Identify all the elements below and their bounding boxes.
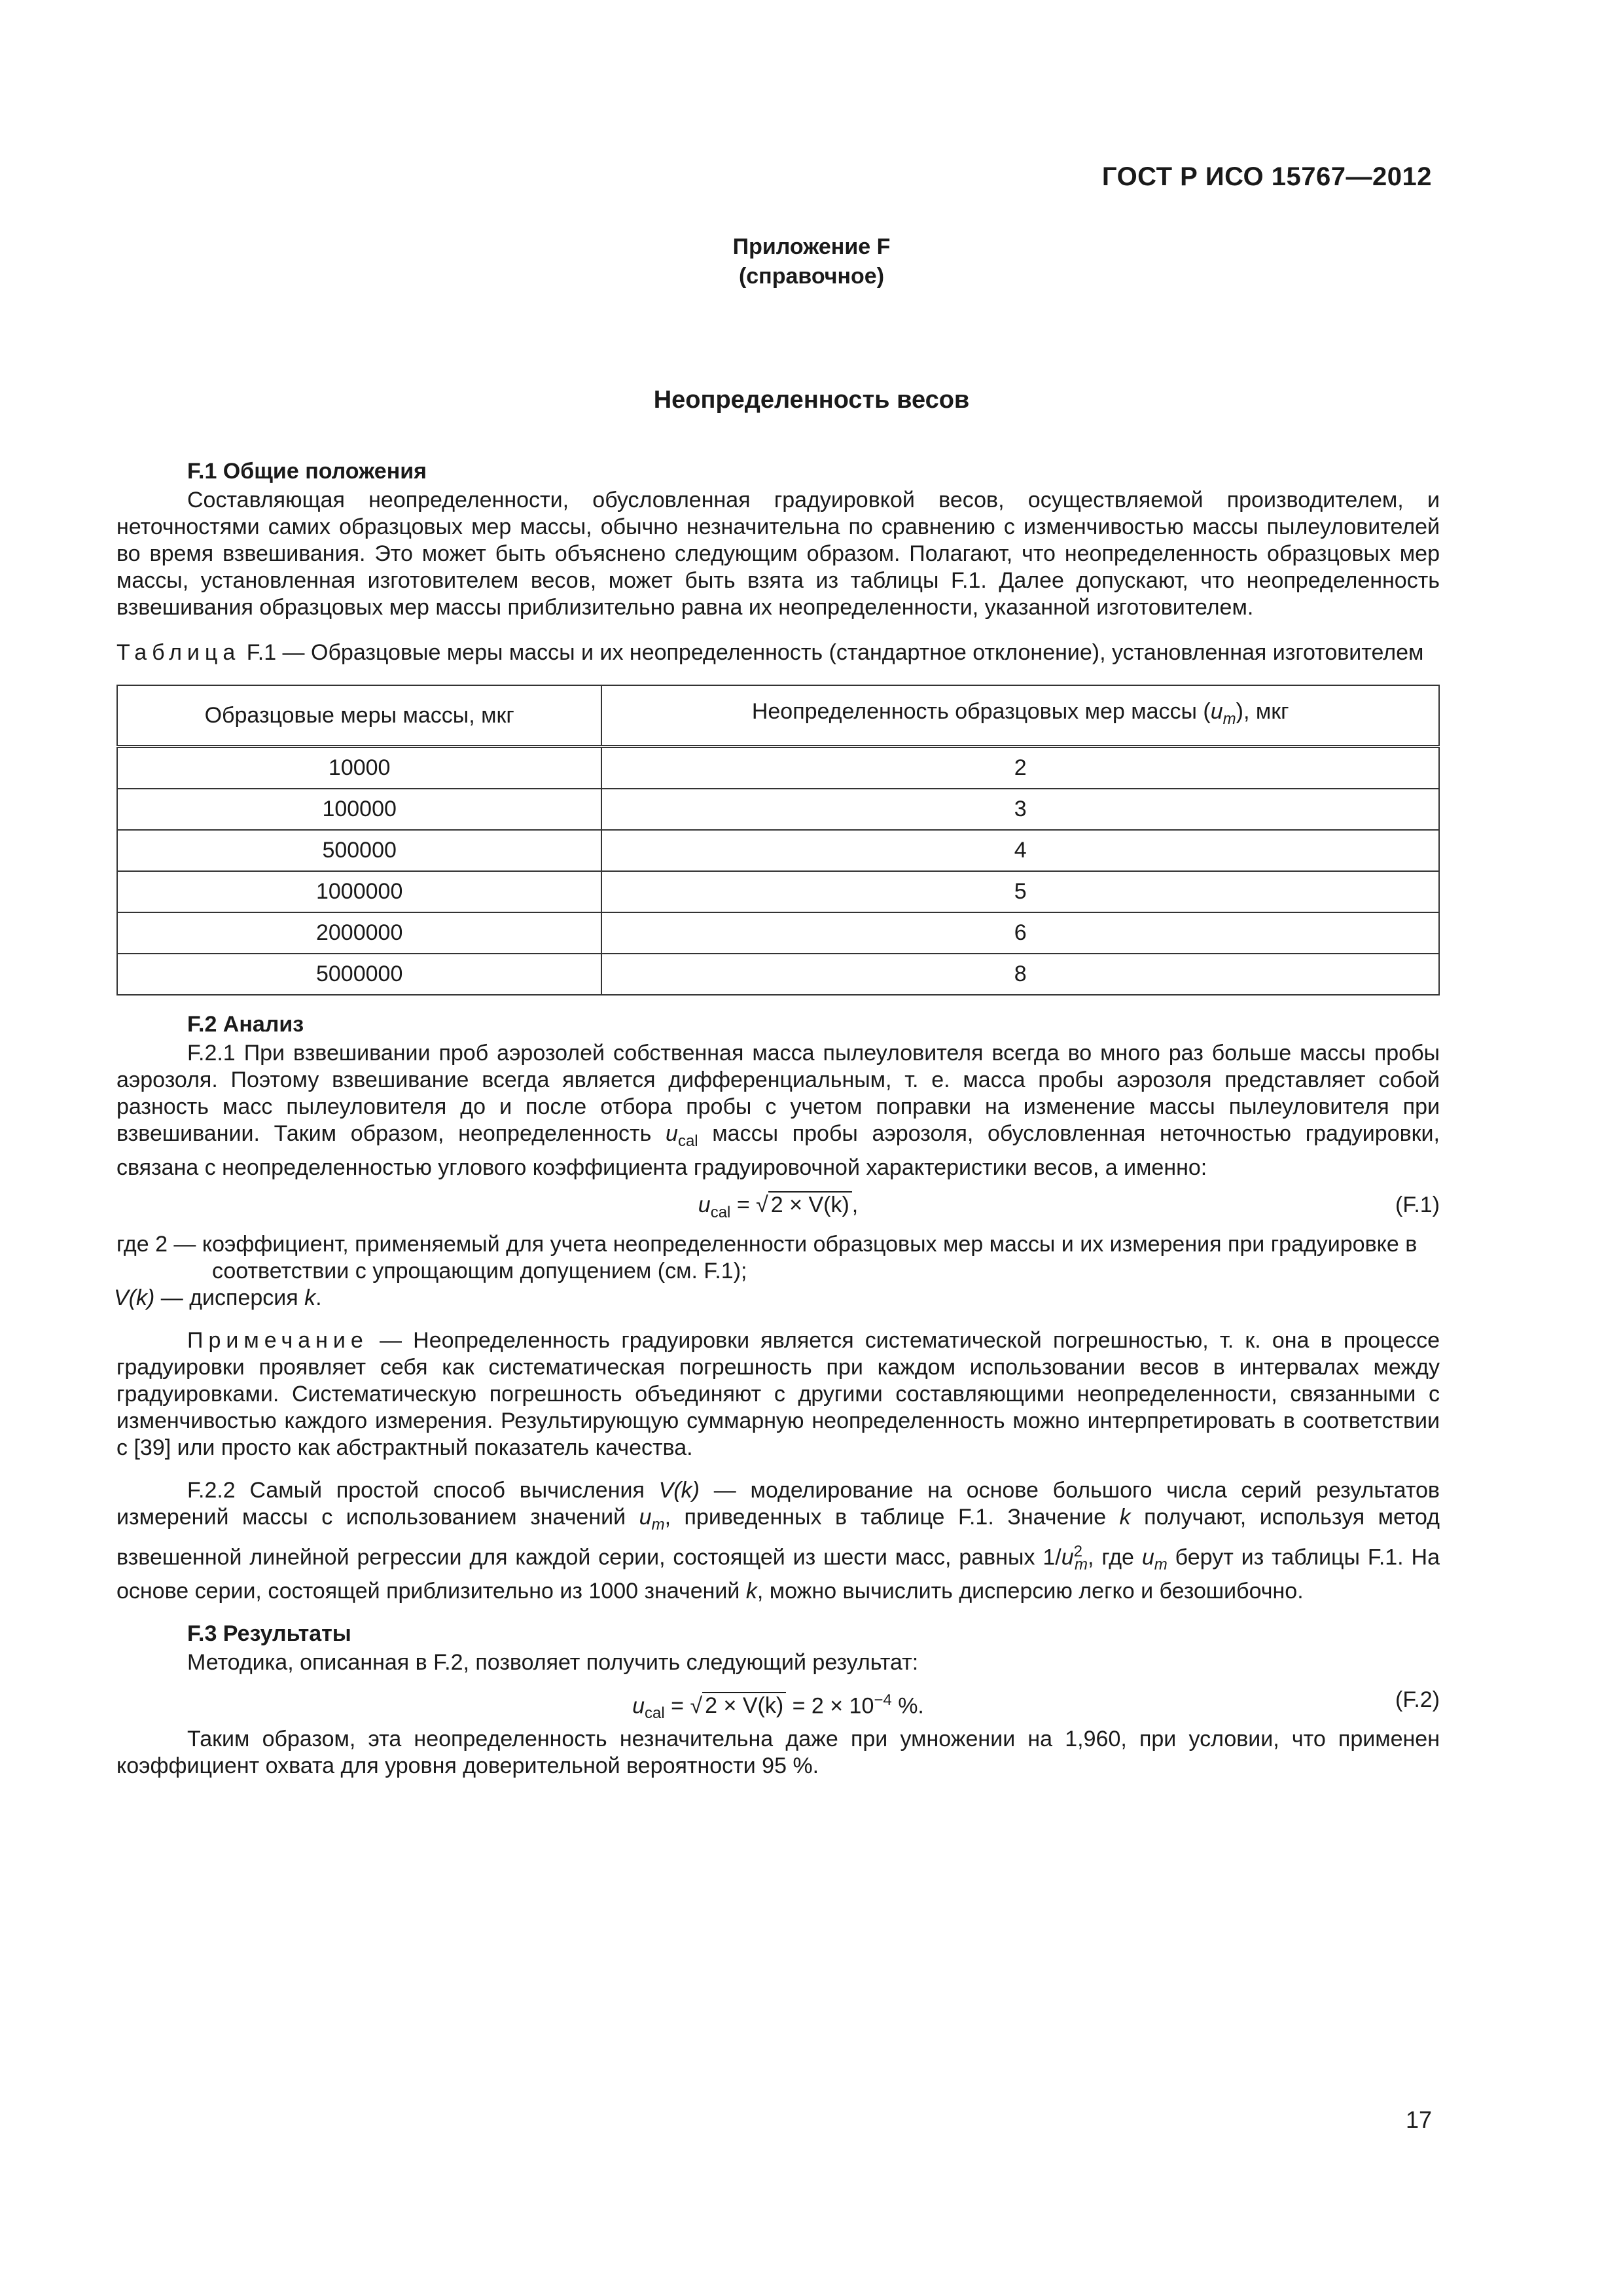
text: — дисперсия: [154, 1285, 305, 1310]
formula-f2: [116, 1680, 1440, 1721]
symbol-k: k: [304, 1285, 316, 1310]
table-row: [117, 871, 1439, 912]
where-item-2: где 2 — коэффициент, применяемый для учета неопределенности образцовых мер массы и их измерения при градуировке в соответствии с упрощающим допущением (см. F.1);: [116, 1231, 1418, 1283]
text: получают, используя метод взвешенной линейной регрессии для каждой серии, состоящей из шести масс, равных 1/: [116, 1504, 1440, 1570]
annex-subtitle: (справочное): [738, 264, 885, 289]
text: — моделирование на основе большого числа серий результатов измерений массы с использованием значений: [116, 1477, 1440, 1530]
equals-sign: =: [664, 1693, 690, 1719]
text: , приведенных в таблице F.1. Значение: [664, 1504, 1120, 1530]
section-f2-heading: F.2 Анализ: [187, 1012, 304, 1037]
formula-f1-number: (F.1): [1395, 1192, 1440, 1217]
section-f2-2-paragraph: [116, 1477, 1440, 1605]
formula-f1: [116, 1185, 1440, 1226]
table-header-row: [117, 685, 1439, 747]
document-body: [116, 458, 1440, 1780]
table-row: [117, 912, 1439, 954]
cell-uncertainty: 3: [601, 789, 1439, 830]
sqrt-radicand: 2 × V(k): [702, 1692, 786, 1718]
header-text-post: ), мкг: [1236, 699, 1289, 725]
text: берут из таблицы F.1. На основе серии, состоящей приблизительно из 1000 значений: [116, 1544, 1440, 1604]
cell-uncertainty: 2: [601, 747, 1439, 789]
cell-mass: 5000000: [117, 954, 601, 995]
page-number: 17: [1405, 2106, 1432, 2133]
text: F.2.1 При взвешивании проб аэрозолей собственная масса пылеуловителя всегда во много раз больше массы пробы аэрозоля. Поэтому взвешивание всегда является дифференциальным, т. е. масса пробы аэрозоля представляет собой разность масс пылеуловителя до и после отбора пробы с учетом поправки на изменение массы пылеуловителя при взвешивании. Таким образом, неопределенность: [116, 1041, 1440, 1146]
text: .: [315, 1285, 322, 1310]
document-code: ГОСТ Р ИСО 15767—2012: [1101, 162, 1432, 191]
sqrt-radicand: 2 × V(k): [768, 1191, 852, 1217]
formula-rhs: = 2 × 10: [786, 1693, 874, 1719]
note-label: Примечание: [187, 1327, 368, 1353]
symbol-k: k: [745, 1578, 757, 1604]
section-f3-heading: F.3 Результаты: [187, 1621, 351, 1646]
table-caption-label: Таблица: [116, 640, 241, 665]
symbol-sub: cal: [677, 1132, 698, 1150]
formula-f2-number: (F.2): [1395, 1687, 1440, 1712]
table-caption: [116, 639, 1440, 666]
note-paragraph: [116, 1327, 1440, 1462]
table-row: [117, 789, 1439, 830]
formula-f1-expression: [116, 1192, 1440, 1226]
table-header-mass: Образцовые меры массы, мкг: [117, 685, 601, 747]
formula-explanation: [116, 1231, 1440, 1312]
symbol-sup: 2: [1073, 1542, 1082, 1560]
annex-title: Приложение F: [732, 234, 891, 259]
equals-sign: =: [730, 1192, 757, 1217]
sqrt-symbol: √: [690, 1693, 703, 1719]
symbol-u: u: [1061, 1544, 1074, 1570]
section-f3-paragraph-2: Таким образом, эта неопределенность незначительна даже при умножении на 1,960, при условии, что применен коэффициент охвата для уровня доверительной вероятности 95 %.: [116, 1726, 1440, 1778]
symbol-u: u: [639, 1504, 652, 1530]
text: , можно вычислить дисперсию легко и безошибочно.: [757, 1578, 1304, 1604]
table-row: [117, 747, 1439, 789]
table-caption-text: F.1 — Образцовые меры массы и их неопределенность (стандартное отклонение), установленная изготовителем: [240, 640, 1424, 665]
cell-uncertainty: 8: [601, 954, 1439, 995]
cell-mass: 500000: [117, 830, 601, 871]
header-symbol-sub: m: [1222, 709, 1236, 728]
formula-end: ,: [851, 1192, 859, 1217]
mass-uncertainty-table: [116, 685, 1440, 996]
formula-end: %.: [891, 1693, 924, 1719]
formula-f2-expression: [116, 1687, 1440, 1727]
cell-uncertainty: 5: [601, 871, 1439, 912]
section-f2-1-paragraph: [116, 1040, 1440, 1181]
cell-mass: 1000000: [117, 871, 601, 912]
symbol-u: u: [1141, 1544, 1154, 1570]
symbol-sub: m: [1154, 1555, 1168, 1573]
symbol-vk: V(k): [658, 1477, 700, 1503]
symbol-vk: V(k): [114, 1285, 155, 1310]
sqrt-symbol: √: [756, 1192, 768, 1217]
formula-lhs-sub: cal: [645, 1704, 665, 1722]
header-symbol-u: u: [1210, 699, 1223, 725]
cell-mass: 10000: [117, 747, 601, 789]
cell-uncertainty: 6: [601, 912, 1439, 954]
section-f1-heading: F.1 Общие положения: [187, 459, 427, 484]
main-title: Неопределенность весов: [653, 386, 970, 414]
formula-lhs: u: [698, 1192, 711, 1217]
formula-lhs: u: [632, 1693, 645, 1719]
text: F.2.2 Самый простой способ вычисления: [187, 1477, 659, 1503]
cell-mass: 100000: [117, 789, 601, 830]
where-item-vk: [116, 1285, 1440, 1312]
table-row: [117, 830, 1439, 871]
note-text: — Неопределенность градуировки является систематической погрешностью, т. к. она в процессе градуировки проявляет себя как систематическая погрешность при каждом использовании весов в интервалах между градуировками. Систематическую погрешность объединяют с другими составляющими неопределенности, связанными с изменчивостью каждого измерения. Результирующую суммарную неопределенность можно интерпретировать в соответствии с [39] или просто как абстрактный показатель качества.: [116, 1327, 1440, 1460]
symbol-sub: m: [1075, 1555, 1088, 1573]
formula-exponent: −4: [874, 1691, 892, 1709]
formula-lhs-sub: cal: [710, 1203, 731, 1221]
symbol-k: k: [1119, 1504, 1131, 1530]
cell-uncertainty: 4: [601, 830, 1439, 871]
header-text-pre: Неопределенность образцовых мер массы (: [751, 699, 1211, 725]
symbol-sub: m: [651, 1515, 665, 1534]
section-f3-paragraph-1: Методика, описанная в F.2, позволяет получить следующий результат:: [187, 1649, 919, 1675]
text: массы пробы аэрозоля, обусловленная неточностью градуировки, связана с неопределенностью углового коэффициента градуировочной характеристики весов, а именно:: [116, 1121, 1440, 1180]
symbol-u: u: [666, 1121, 678, 1146]
cell-mass: 2000000: [117, 912, 601, 954]
section-f1-paragraph: Составляющая неопределенности, обусловленная градуировкой весов, осуществляемой производителем, и неточностями самих образцовых мер массы, обычно незначительна по сравнению с изменчивостью массы пылеуловителей во время взвешивания. Это может быть объяснено следующим образом. Полагают, что неопределенность образцовых мер массы, установленная изготовителем весов, может быть взята из таблицы F.1. Далее допускают, что неопределенность взвешивания образцовых мер массы приблизительно равна их неопределенности, указанной изготовителем.: [116, 488, 1440, 620]
table-row: [117, 954, 1439, 995]
table-header-uncertainty: [601, 685, 1439, 747]
text: , где: [1088, 1544, 1142, 1570]
